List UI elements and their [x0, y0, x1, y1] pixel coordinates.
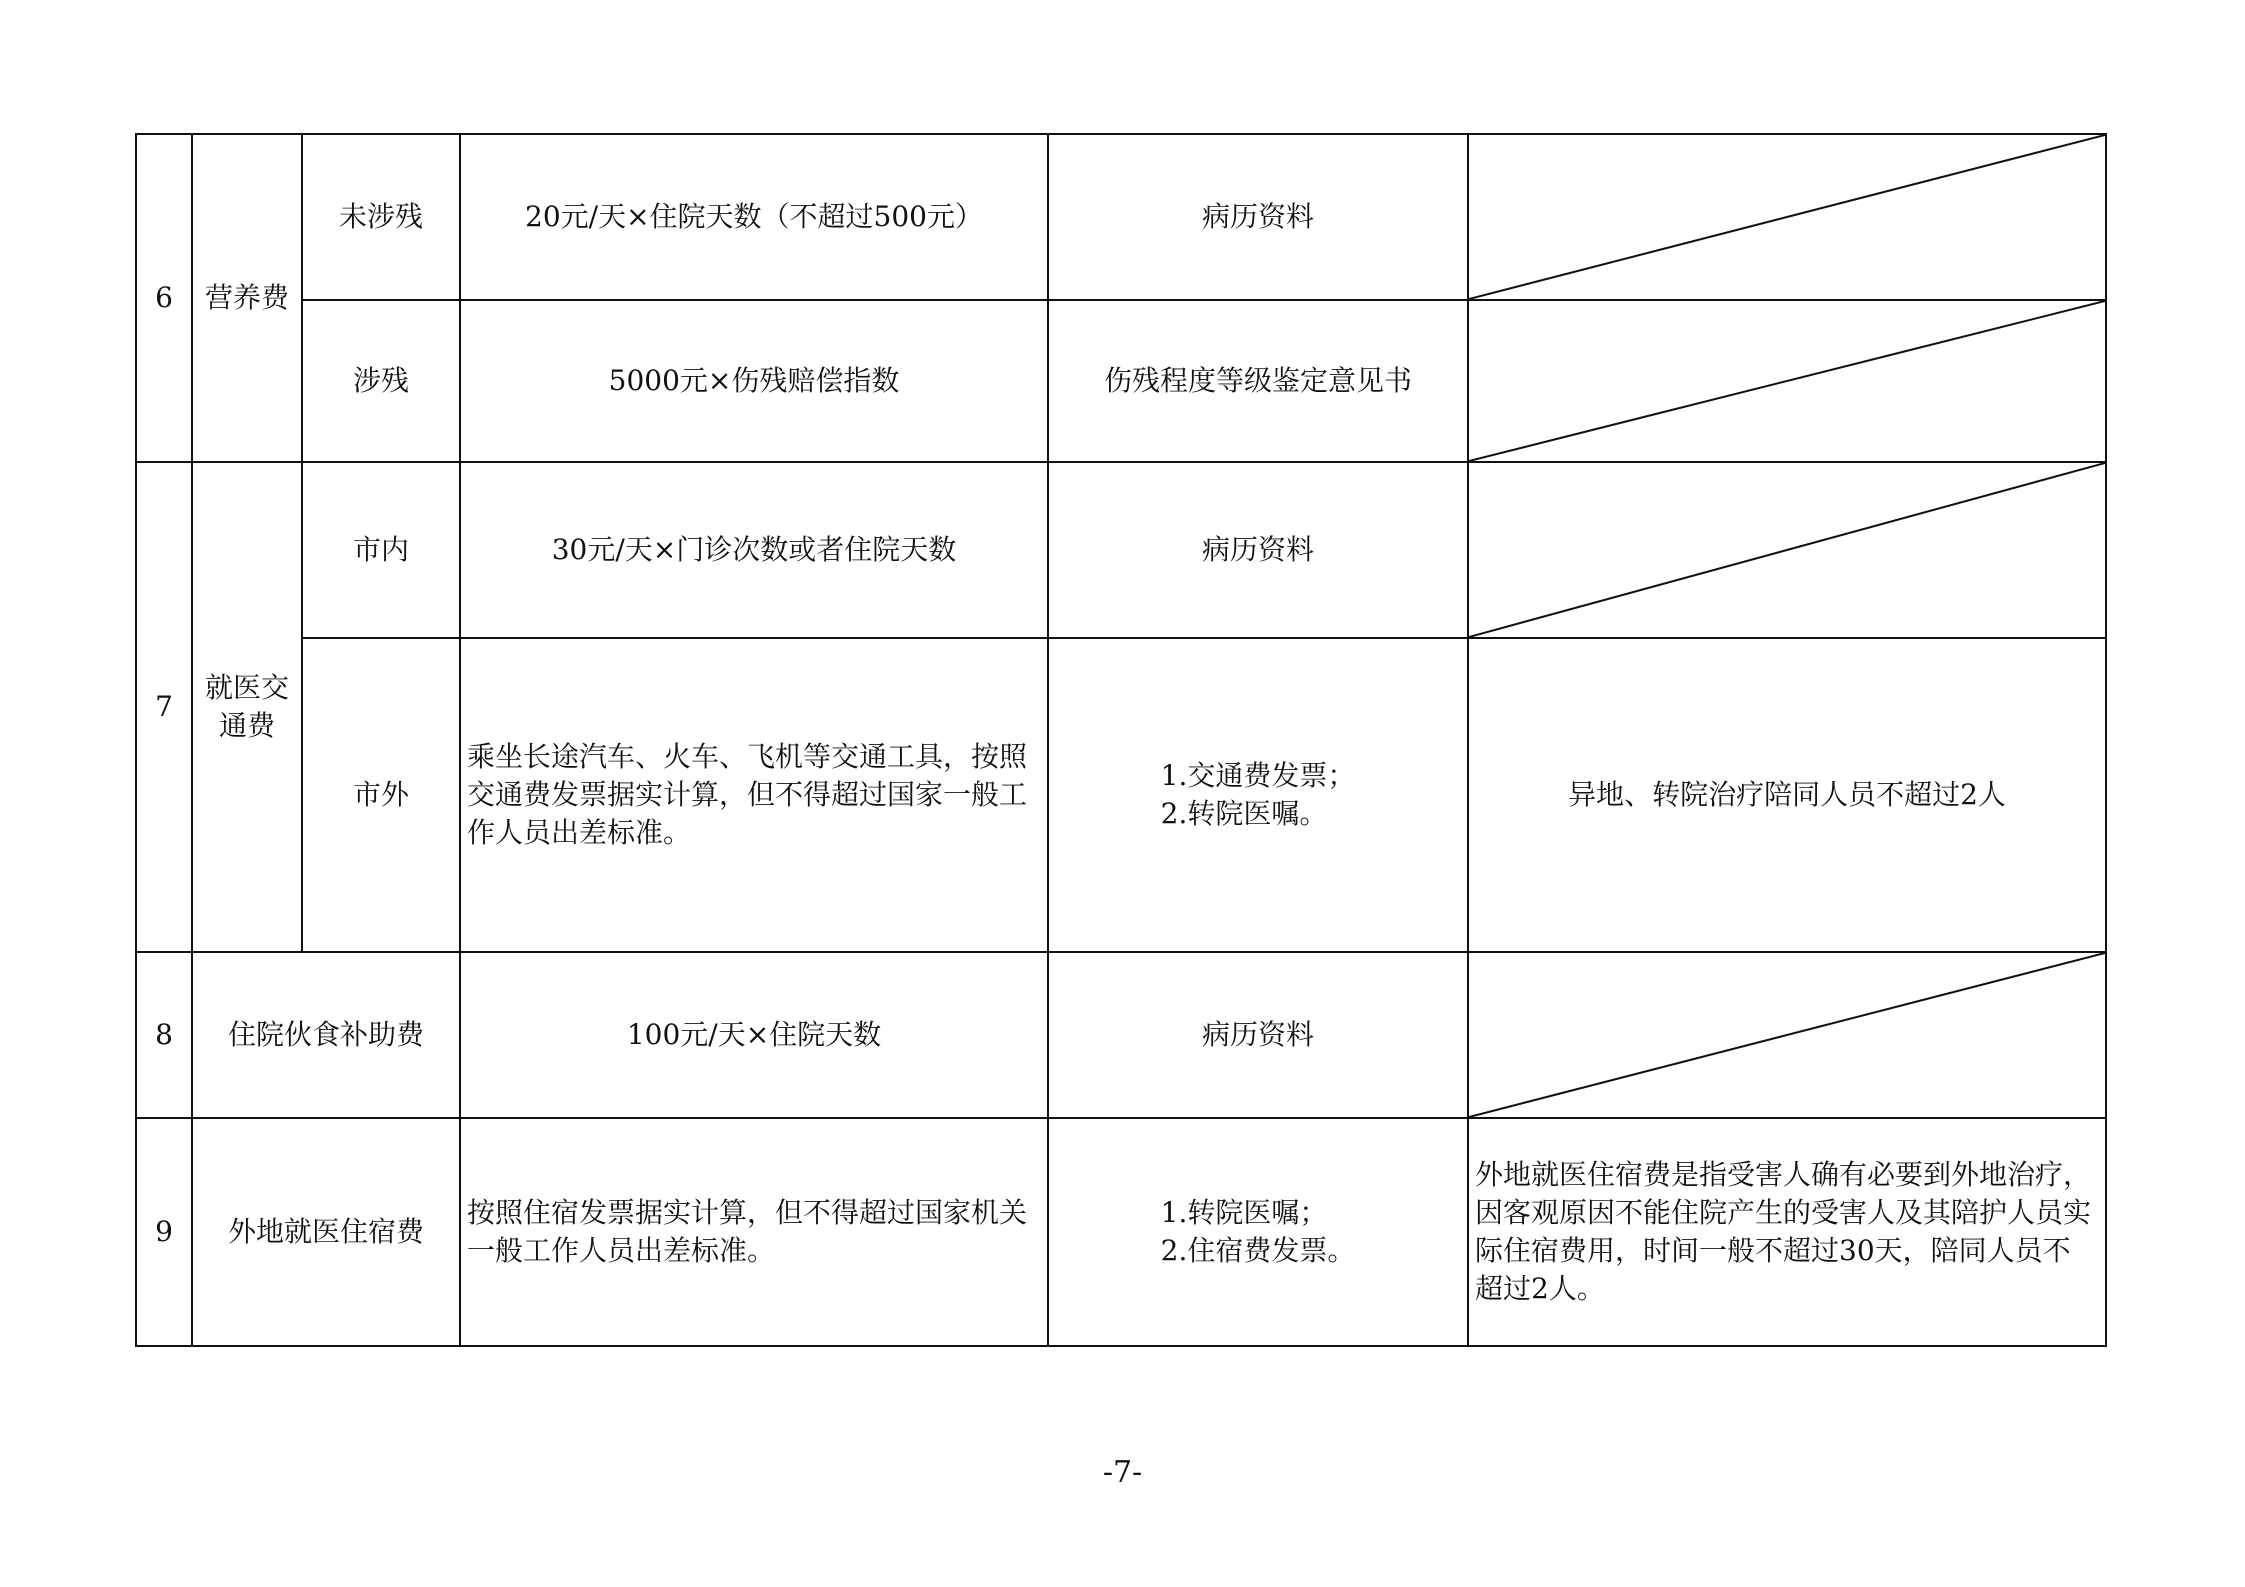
sub-item-name: 涉残 [302, 300, 460, 462]
sub-item-name: 未涉残 [302, 134, 460, 300]
standard-cell: 100元/天×住院天数 [460, 952, 1048, 1118]
item-name [192, 462, 302, 952]
table-row [136, 1118, 2106, 1346]
table-row [136, 300, 2106, 462]
note-cell: 异地、转院治疗陪同人员不超过2人 [1468, 638, 2106, 952]
standard-cell: 乘坐长途汽车、火车、飞机等交通工具，按照交通费发票据实计算，但不得超过国家一般工作人员出差标准。 [460, 638, 1048, 952]
table-row [136, 462, 2106, 638]
standard-cell: 20元/天×住院天数（不超过500元） [460, 134, 1048, 300]
diagonal-slash [1469, 135, 2105, 299]
material-line: 2.转院医嘱。 [1160, 797, 1328, 830]
material-cell: 伤残程度等级鉴定意见书 [1048, 300, 1468, 462]
diagonal-slash [1469, 463, 2105, 637]
empty-note-cell [1468, 300, 2106, 462]
material-line: 2.住宿费发票。 [1160, 1234, 1356, 1267]
page-number: -7- [1102, 1455, 1143, 1490]
item-name: 外地就医住宿费 [192, 1118, 460, 1346]
material-cell [1048, 638, 1468, 952]
sub-item-name: 市外 [302, 638, 460, 952]
standard-cell: 5000元×伤残赔偿指数 [460, 300, 1048, 462]
item-number: 8 [136, 952, 192, 1118]
item-number: 9 [136, 1118, 192, 1346]
item-number: 7 [136, 462, 192, 952]
material-line: 1.转院医嘱； [1160, 1196, 1328, 1229]
material-line: 1.交通费发票； [1160, 759, 1356, 792]
empty-note-cell [1468, 134, 2106, 300]
material-cell: 病历资料 [1048, 462, 1468, 638]
standard-cell: 30元/天×门诊次数或者住院天数 [460, 462, 1048, 638]
empty-note-cell [1468, 952, 2106, 1118]
item-name: 营养费 [192, 134, 302, 462]
diagonal-slash [1469, 301, 2105, 461]
material-cell: 病历资料 [1048, 134, 1468, 300]
diagonal-slash [1469, 953, 2105, 1117]
compensation-table [135, 133, 2107, 1347]
item-name: 住院伙食补助费 [192, 952, 460, 1118]
material-cell [1048, 1118, 1468, 1346]
table-row [136, 952, 2106, 1118]
material-cell: 病历资料 [1048, 952, 1468, 1118]
empty-note-cell [1468, 462, 2106, 638]
item-number: 6 [136, 134, 192, 462]
note-cell: 外地就医住宿费是指受害人确有必要到外地治疗，因客观原因不能住院产生的受害人及其陪护人员实际住宿费用，时间一般不超过30天，陪同人员不超过2人。 [1468, 1118, 2106, 1346]
table-row [136, 638, 2106, 952]
sub-item-name: 市内 [302, 462, 460, 638]
standard-cell: 按照住宿发票据实计算，但不得超过国家机关一般工作人员出差标准。 [460, 1118, 1048, 1346]
item-name-text: 就医交通费 [205, 671, 290, 742]
table-row [136, 134, 2106, 300]
